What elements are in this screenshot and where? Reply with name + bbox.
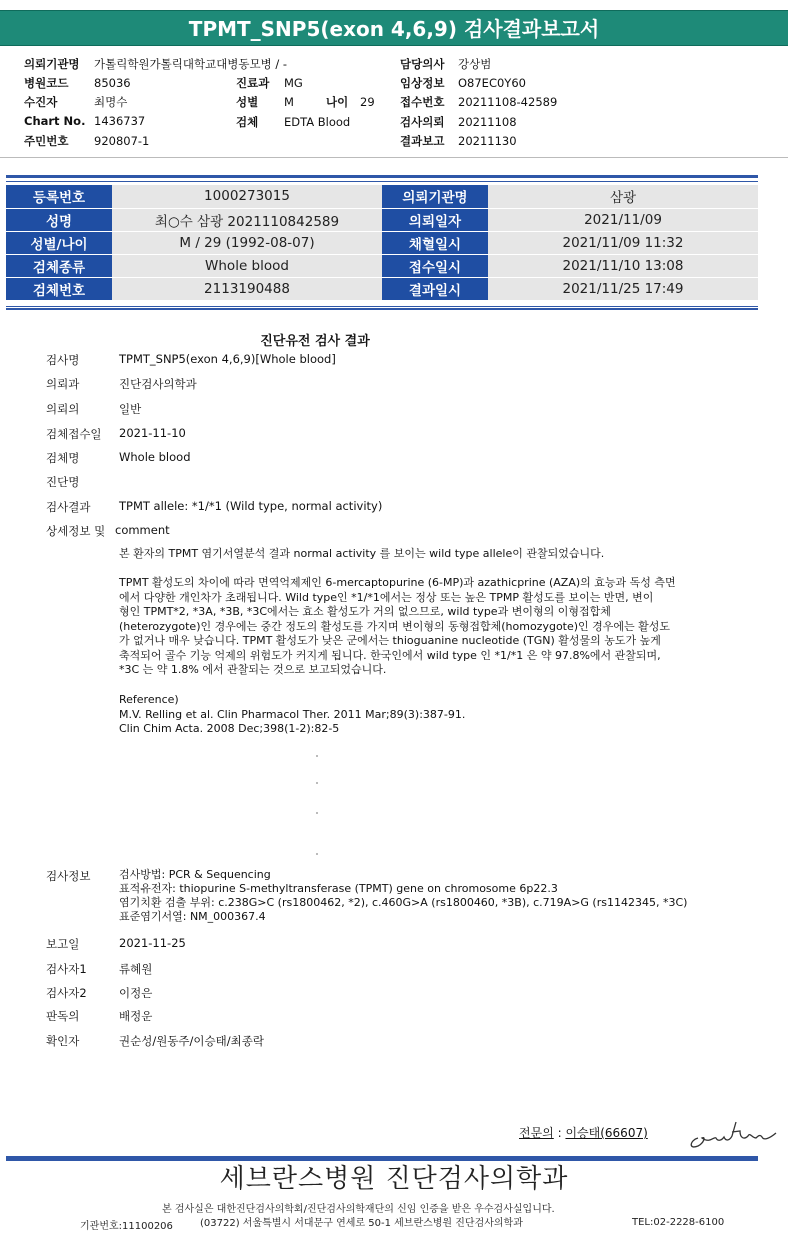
table-value: Whole blood bbox=[112, 254, 382, 277]
table-row bbox=[6, 254, 758, 277]
footer-tel: TEL:02-2228-6100 bbox=[632, 1217, 725, 1228]
reference-line: Reference) bbox=[119, 693, 179, 706]
comment-line: (heterozygote)인 경우에는 중간 정도의 활성도를 가지며 변이형의 동형접합체(homozygote)인 경우에는 활성도 bbox=[119, 619, 671, 633]
scan-dot bbox=[316, 853, 318, 855]
table-value: 삼광 bbox=[488, 185, 758, 208]
table-value: 최○수 삼광 2021110842589 bbox=[112, 208, 382, 231]
patient-info-table bbox=[6, 185, 758, 301]
specialist-contact: 전문의 : 이승태(66607) bbox=[519, 1126, 648, 1140]
header-rrn: 주민번호 920807-1 bbox=[24, 134, 150, 148]
header-sex: 성별 M 나이 29 bbox=[236, 95, 375, 109]
footer-certification: 본 검사실은 대한진단검사의학회/진단검사의학재단의 신임 인증을 받은 우수검사실입니다. bbox=[162, 1204, 555, 1215]
comment-line: 축적되어 골수 기능 억제의 위험도가 커지게 됩니다. 한국인에서 wild type 인 *1/*1 은 약 97.8%에서 관찰되며, bbox=[119, 648, 661, 662]
method-line: 염기치환 검출 부위: c.238G>C (rs1800462, *2), c.460G>A (rs1800460, *3B), c.719A>G (rs1142345, *3C) bbox=[119, 896, 688, 909]
comment-line: 에서 다양한 개인차가 초래됩니다. Wild type인 *1/*1에서는 정상 또는 높은 TPMP 활성도를 보이는 반면, 변이 bbox=[119, 590, 654, 604]
report-title: TPMT_SNP5(exon 4,6,9) 검사결과보고서 bbox=[0, 10, 788, 46]
header-institution: 의뢰기관명 가톨릭학원가톨릭대학교대병동모병 / - bbox=[24, 57, 288, 71]
table-label: 결과일시 bbox=[382, 277, 488, 300]
divider bbox=[6, 308, 758, 310]
divider bbox=[6, 175, 758, 178]
footer-title: 세브란스병원 진단검사의학과 bbox=[219, 1164, 569, 1194]
table-value: 2113190488 bbox=[112, 277, 382, 300]
table-label: 검체종류 bbox=[6, 254, 112, 277]
signature-icon bbox=[684, 1116, 784, 1152]
footer-address: (03722) 서울특별시 서대문구 연세로 50-1 세브란스병원 진단검사의학과 bbox=[200, 1218, 523, 1229]
table-value: 2021/11/25 17:49 bbox=[488, 277, 758, 300]
reference-line: M.V. Relling et al. Clin Pharmacol Ther. 2011 Mar;89(3):387-91. bbox=[119, 707, 466, 721]
table-label: 의뢰일자 bbox=[382, 208, 488, 231]
table-value: M / 29 (1992-08-07) bbox=[112, 231, 382, 254]
comment-body bbox=[119, 576, 704, 678]
table-label: 성별/나이 bbox=[6, 231, 112, 254]
table-label: 성명 bbox=[6, 208, 112, 231]
table-row bbox=[6, 208, 758, 231]
footer-institution-no: 기관번호:11100206 bbox=[80, 1221, 173, 1232]
comment-line: TPMT 활성도의 차이에 따라 면역억제제인 6-mercaptopurine (6-MP)과 azathicprine (AZA)의 효능과 독성 측면 bbox=[119, 576, 676, 589]
header-report: 결과보고 20211130 bbox=[400, 134, 517, 148]
table-value: 1000273015 bbox=[112, 185, 382, 208]
scan-dot bbox=[316, 755, 318, 757]
table-label: 채혈일시 bbox=[382, 231, 488, 254]
table-row bbox=[6, 185, 758, 208]
comment-line: 가 없거나 매우 낮습니다. TPMT 활성도가 낮은 군에서는 thioguanine nucleotide (TGN) 활성물의 농도가 높게 bbox=[119, 634, 661, 647]
references bbox=[119, 693, 704, 737]
header-clinical: 임상정보 O87EC0Y60 bbox=[400, 76, 526, 90]
header-hospital-code: 병원코드 85036 bbox=[24, 76, 131, 90]
header-doctor: 담당의사 강상범 bbox=[400, 57, 492, 71]
header-receipt: 접수번호 20211108-42589 bbox=[400, 95, 558, 109]
scan-dot bbox=[316, 782, 318, 784]
reference-line: Clin Chim Acta. 2008 Dec;398(1-2):82-5 bbox=[119, 722, 340, 735]
table-label: 검체번호 bbox=[6, 277, 112, 300]
section-title: 진단유전 검사 결과 bbox=[260, 334, 370, 349]
method-line: 표준염기서열: NM_000367.4 bbox=[119, 910, 266, 923]
method-line: 검사방법: PCR & Sequencing bbox=[119, 868, 271, 881]
table-label: 의뢰기관명 bbox=[382, 185, 488, 208]
table-row bbox=[6, 231, 758, 254]
comment-line: *3C 는 약 1.8% 에서 관찰되는 것으로 보고되었습니다. bbox=[119, 663, 387, 676]
table-value: 2021/11/10 13:08 bbox=[488, 254, 758, 277]
method-line: 표적유전자: thiopurine S-methyltransferase (TPMT) gene on chromosome 6p22.3 bbox=[119, 882, 558, 895]
table-value: 2021/11/09 11:32 bbox=[488, 231, 758, 254]
table-label: 접수일시 bbox=[382, 254, 488, 277]
table-label: 등록번호 bbox=[6, 185, 112, 208]
table-value: 2021/11/09 bbox=[488, 208, 758, 231]
table-row bbox=[6, 277, 758, 300]
scan-dot bbox=[316, 812, 318, 814]
method-info bbox=[119, 868, 704, 924]
header-request: 검사의뢰 20211108 bbox=[400, 115, 517, 129]
comment-line: 형인 TPMT*2, *3A, *3B, *3C에서는 효소 활성도가 거의 없으므로, wild type과 변이형의 이형접합체 bbox=[119, 605, 611, 618]
comment-summary: 본 환자의 TPMT 염기서열분석 결과 normal activity 를 보이는 wild type allele이 관찰되었습니다. bbox=[119, 547, 605, 560]
header-recipient: 수진자 최명수 bbox=[24, 95, 128, 109]
header-specimen: 검체 EDTA Blood bbox=[236, 115, 351, 129]
header-dept: 진료과 MG bbox=[236, 76, 303, 90]
divider bbox=[6, 306, 758, 307]
header-chart: Chart No. 1436737 bbox=[24, 114, 146, 128]
divider bbox=[6, 181, 758, 182]
